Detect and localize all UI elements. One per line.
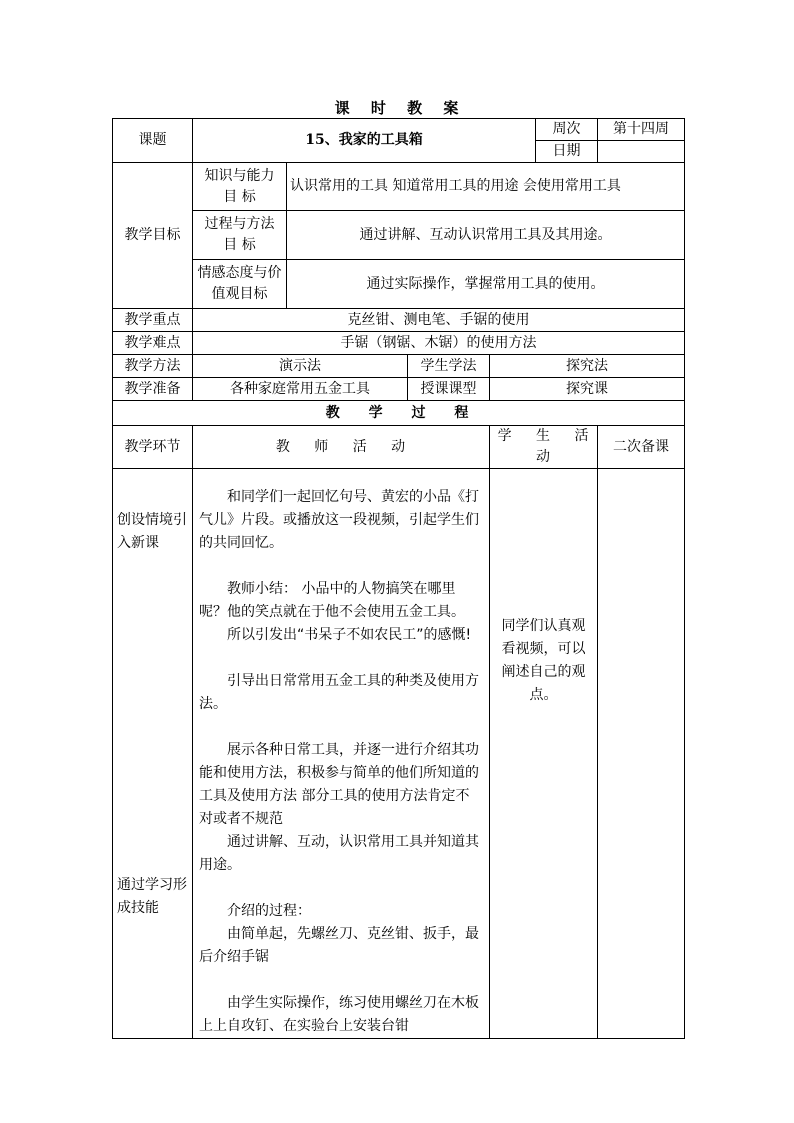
week-label: 周次 — [536, 119, 598, 141]
teacher-paragraph: 由学生实际操作，练习使用螺丝刀在木板上上自攻钉、在实验台上安装台钳 — [199, 995, 479, 1034]
student-activity-text: 同学们认真观看视频，可以阐述自己的观点。 — [501, 618, 586, 703]
stage-skills: 通过学习形成技能 — [117, 877, 187, 916]
teacher-paragraph: 和同学们一起回忆句号、黄宏的小品《打气儿》片段。或播放这一段视频，引起学生们的共同回忆。 — [199, 489, 479, 551]
student-method-value: 探究法 — [490, 355, 685, 378]
goal-label-process: 过程与方法 目 标 — [193, 211, 287, 260]
lesson-plan-table — [112, 118, 685, 1039]
stage-cell — [113, 469, 193, 1039]
teacher-paragraph: 引导出日常常用五金工具的种类及使用方法。 — [199, 673, 479, 712]
goal-value-process: 通过讲解、互动认识常用工具及其用途。 — [287, 211, 685, 260]
student-method-label: 学生学法 — [408, 355, 490, 378]
key-point-value: 克丝钳、测电笔、手锯的使用 — [193, 309, 685, 332]
goals-label: 教学目标 — [113, 163, 193, 309]
prep-value: 各种家庭常用五金工具 — [193, 378, 408, 401]
goal-label-knowledge: 知识与能力 目 标 — [193, 163, 287, 211]
notes-cell — [598, 469, 685, 1039]
key-point-label: 教学重点 — [113, 309, 193, 332]
difficulty-value: 手锯（钢锯、木锯）的使用方法 — [193, 332, 685, 355]
goal-value-emotion: 通过实际操作，掌握常用工具的使用。 — [287, 260, 685, 309]
teacher-paragraph: 教师小结： 小品中的人物搞笑在哪里呢？他的笑点就在于他不会使用五金工具。 — [199, 581, 465, 620]
topic-label: 课题 — [113, 119, 193, 163]
prep-label: 教学准备 — [113, 378, 193, 401]
col-teacher: 教 师 活 动 — [193, 426, 490, 469]
teacher-paragraph: 由简单起，先螺丝刀、克丝钳、扳手，最 后介绍手锯 — [199, 926, 479, 965]
lesson-type-value: 探究课 — [490, 378, 685, 401]
teacher-activity-cell — [193, 469, 490, 1039]
topic-value: 15、我家的工具箱 — [193, 119, 536, 163]
teacher-paragraph: 展示各种日常工具，并逐一进行介绍其功能和使用方法，积极参与简单的他们所知道的工具及使用方法 部分工具的使用方法肯定不对或者不规范 — [199, 742, 479, 827]
date-label: 日期 — [536, 141, 598, 163]
difficulty-label: 教学难点 — [113, 332, 193, 355]
method-value: 演示法 — [193, 355, 408, 378]
stage-intro: 创设情境引入新课 — [117, 512, 187, 551]
process-title: 教 学 过 程 — [113, 401, 685, 426]
date-value — [598, 141, 685, 163]
student-activity-cell — [490, 469, 598, 1039]
teacher-paragraph: 通过讲解、互动，认识常用工具并知道其用途。 — [199, 834, 479, 873]
teacher-paragraph: 介绍的过程： — [227, 903, 311, 919]
col-notes: 二次备课 — [598, 426, 685, 469]
col-stage: 教学环节 — [113, 426, 193, 469]
goal-value-knowledge: 认识常用的工具 知道常用工具的用途 会使用常用工具 — [287, 163, 685, 211]
goal-label-emotion: 情感态度与价值观目标 — [193, 260, 287, 309]
page-title: 课 时 教 案 — [334, 99, 460, 117]
method-label: 教学方法 — [113, 355, 193, 378]
col-student: 学 生 活 动 — [490, 426, 598, 469]
lesson-type-label: 授课课型 — [408, 378, 490, 401]
week-value: 第十四周 — [598, 119, 685, 141]
teacher-paragraph: 所以引发出“书呆子不如农民工”的感慨! — [227, 627, 472, 643]
